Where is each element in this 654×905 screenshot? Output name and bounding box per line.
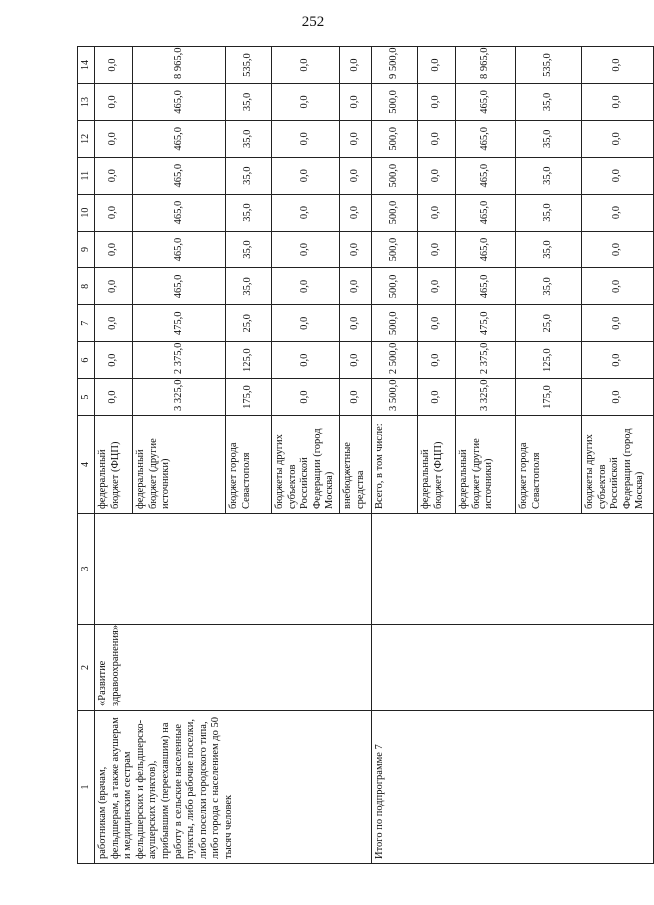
value-cell: 35,0 <box>226 231 272 268</box>
value-cell: 0,0 <box>339 83 371 120</box>
value-cell: 0,0 <box>581 268 653 305</box>
value-cell: 0,0 <box>95 120 133 157</box>
value-cell: 3 325,0 <box>455 379 515 416</box>
value-cell: 0,0 <box>272 231 340 268</box>
value-cell: 0,0 <box>95 379 133 416</box>
value-cell: 0,0 <box>95 342 133 379</box>
value-cell: 25,0 <box>515 305 581 342</box>
value-cell: 0,0 <box>581 83 653 120</box>
value-cell: 465,0 <box>455 194 515 231</box>
value-cell: 500,0 <box>371 231 417 268</box>
value-cell: 475,0 <box>455 305 515 342</box>
value-cell: 465,0 <box>455 231 515 268</box>
source-cell: федеральный бюджет (другие источники) <box>133 416 226 514</box>
value-cell: 0,0 <box>95 268 133 305</box>
value-cell: 35,0 <box>515 83 581 120</box>
value-cell: 2 375,0 <box>133 342 226 379</box>
empty-cell <box>371 514 653 625</box>
program-description-cell: работникам (врачам, фельдшерам, а также акушерам и медицинским сестрам фельдшерских и фельдшерско-акушерских пунктов), прибывшим (переехавшим) на работу в сельские населенные пункты, либо рабочие поселки, либо поселки городского типа, либо города с населением до 50 тысяч человек <box>95 711 372 864</box>
value-cell: 0,0 <box>339 157 371 194</box>
value-cell: 0,0 <box>417 379 455 416</box>
responsible-cell: «Развитие здравоохранения» <box>95 625 372 711</box>
value-cell: 0,0 <box>272 194 340 231</box>
empty-cell <box>371 625 653 711</box>
value-cell: 3 325,0 <box>133 379 226 416</box>
total-label-cell: Итого по подпрограмме 7 <box>371 711 653 864</box>
value-cell: 0,0 <box>272 342 340 379</box>
value-cell: 465,0 <box>133 157 226 194</box>
budget-table <box>77 46 654 864</box>
value-cell: 0,0 <box>95 231 133 268</box>
value-cell: 0,0 <box>417 231 455 268</box>
value-cell: 8 965,0 <box>133 47 226 84</box>
value-cell: 0,0 <box>581 194 653 231</box>
header-cell: 12 <box>78 120 95 157</box>
table-row <box>95 47 133 864</box>
value-cell: 500,0 <box>371 157 417 194</box>
value-cell: 2 375,0 <box>455 342 515 379</box>
rotated-table-container <box>77 46 646 864</box>
value-cell: 535,0 <box>515 47 581 84</box>
value-cell: 3 500,0 <box>371 379 417 416</box>
value-cell: 500,0 <box>371 120 417 157</box>
header-cell: 13 <box>78 83 95 120</box>
source-cell: бюджет города Севастополя <box>226 416 272 514</box>
value-cell: 175,0 <box>515 379 581 416</box>
value-cell: 0,0 <box>339 231 371 268</box>
value-cell: 465,0 <box>133 268 226 305</box>
source-cell: бюджеты других субъектов Российской Федерации (город Москва) <box>272 416 340 514</box>
value-cell: 0,0 <box>272 379 340 416</box>
header-cell: 7 <box>78 305 95 342</box>
value-cell: 0,0 <box>339 194 371 231</box>
source-cell: федеральный бюджет (ФЦП) <box>417 416 455 514</box>
value-cell: 0,0 <box>581 379 653 416</box>
value-cell: 0,0 <box>95 157 133 194</box>
value-cell: 8 965,0 <box>455 47 515 84</box>
value-cell: 465,0 <box>455 268 515 305</box>
value-cell: 0,0 <box>581 305 653 342</box>
value-cell: 475,0 <box>133 305 226 342</box>
page-number: 252 <box>301 14 325 30</box>
value-cell: 0,0 <box>272 47 340 84</box>
value-cell: 0,0 <box>272 268 340 305</box>
value-cell: 0,0 <box>417 268 455 305</box>
value-cell: 35,0 <box>515 157 581 194</box>
value-cell: 0,0 <box>581 47 653 84</box>
value-cell: 35,0 <box>226 83 272 120</box>
value-cell: 125,0 <box>226 342 272 379</box>
value-cell: 0,0 <box>581 120 653 157</box>
value-cell: 0,0 <box>339 268 371 305</box>
value-cell: 465,0 <box>455 120 515 157</box>
value-cell: 0,0 <box>417 305 455 342</box>
value-cell: 0,0 <box>339 47 371 84</box>
source-cell: бюджет города Севастополя <box>515 416 581 514</box>
value-cell: 465,0 <box>455 157 515 194</box>
value-cell: 0,0 <box>417 83 455 120</box>
source-cell: внебюджетные средства <box>339 416 371 514</box>
value-cell: 0,0 <box>417 157 455 194</box>
value-cell: 0,0 <box>581 342 653 379</box>
value-cell: 0,0 <box>95 194 133 231</box>
header-cell: 4 <box>78 416 95 514</box>
value-cell: 35,0 <box>226 268 272 305</box>
value-cell: 535,0 <box>226 47 272 84</box>
header-cell: 2 <box>78 625 95 711</box>
value-cell: 125,0 <box>515 342 581 379</box>
empty-cell <box>95 514 372 625</box>
value-cell: 35,0 <box>226 120 272 157</box>
value-cell: 0,0 <box>272 305 340 342</box>
value-cell: 35,0 <box>515 268 581 305</box>
value-cell: 0,0 <box>581 157 653 194</box>
header-cell: 5 <box>78 379 95 416</box>
header-cell: 8 <box>78 268 95 305</box>
value-cell: 0,0 <box>417 194 455 231</box>
value-cell: 35,0 <box>226 194 272 231</box>
value-cell: 0,0 <box>95 47 133 84</box>
source-cell: бюджеты других субъектов Российской Федерации (город Москва) <box>581 416 653 514</box>
value-cell: 35,0 <box>515 120 581 157</box>
value-cell: 0,0 <box>95 83 133 120</box>
value-cell: 35,0 <box>515 231 581 268</box>
value-cell: 0,0 <box>95 305 133 342</box>
header-cell: 14 <box>78 47 95 84</box>
value-cell: 0,0 <box>417 47 455 84</box>
value-cell: 0,0 <box>272 83 340 120</box>
value-cell: 9 500,0 <box>371 47 417 84</box>
value-cell: 35,0 <box>226 157 272 194</box>
value-cell: 0,0 <box>272 157 340 194</box>
source-cell: Всего, в том числе: <box>371 416 417 514</box>
header-cell: 9 <box>78 231 95 268</box>
header-cell: 11 <box>78 157 95 194</box>
table-row <box>371 47 417 864</box>
value-cell: 0,0 <box>339 305 371 342</box>
value-cell: 500,0 <box>371 268 417 305</box>
value-cell: 0,0 <box>581 231 653 268</box>
value-cell: 0,0 <box>272 120 340 157</box>
value-cell: 0,0 <box>417 120 455 157</box>
value-cell: 0,0 <box>417 342 455 379</box>
value-cell: 175,0 <box>226 379 272 416</box>
value-cell: 500,0 <box>371 83 417 120</box>
value-cell: 0,0 <box>339 342 371 379</box>
source-cell: федеральный бюджет (другие источники) <box>455 416 515 514</box>
value-cell: 2 500,0 <box>371 342 417 379</box>
source-cell: федеральный бюджет (ФЦП) <box>95 416 133 514</box>
header-cell: 1 <box>78 711 95 864</box>
value-cell: 500,0 <box>371 194 417 231</box>
header-row <box>78 47 95 864</box>
value-cell: 500,0 <box>371 305 417 342</box>
value-cell: 35,0 <box>515 194 581 231</box>
value-cell: 0,0 <box>339 120 371 157</box>
value-cell: 465,0 <box>133 83 226 120</box>
value-cell: 25,0 <box>226 305 272 342</box>
value-cell: 465,0 <box>133 194 226 231</box>
value-cell: 465,0 <box>133 231 226 268</box>
value-cell: 465,0 <box>133 120 226 157</box>
header-cell: 10 <box>78 194 95 231</box>
header-cell: 6 <box>78 342 95 379</box>
value-cell: 0,0 <box>339 379 371 416</box>
value-cell: 465,0 <box>455 83 515 120</box>
header-cell: 3 <box>78 514 95 625</box>
